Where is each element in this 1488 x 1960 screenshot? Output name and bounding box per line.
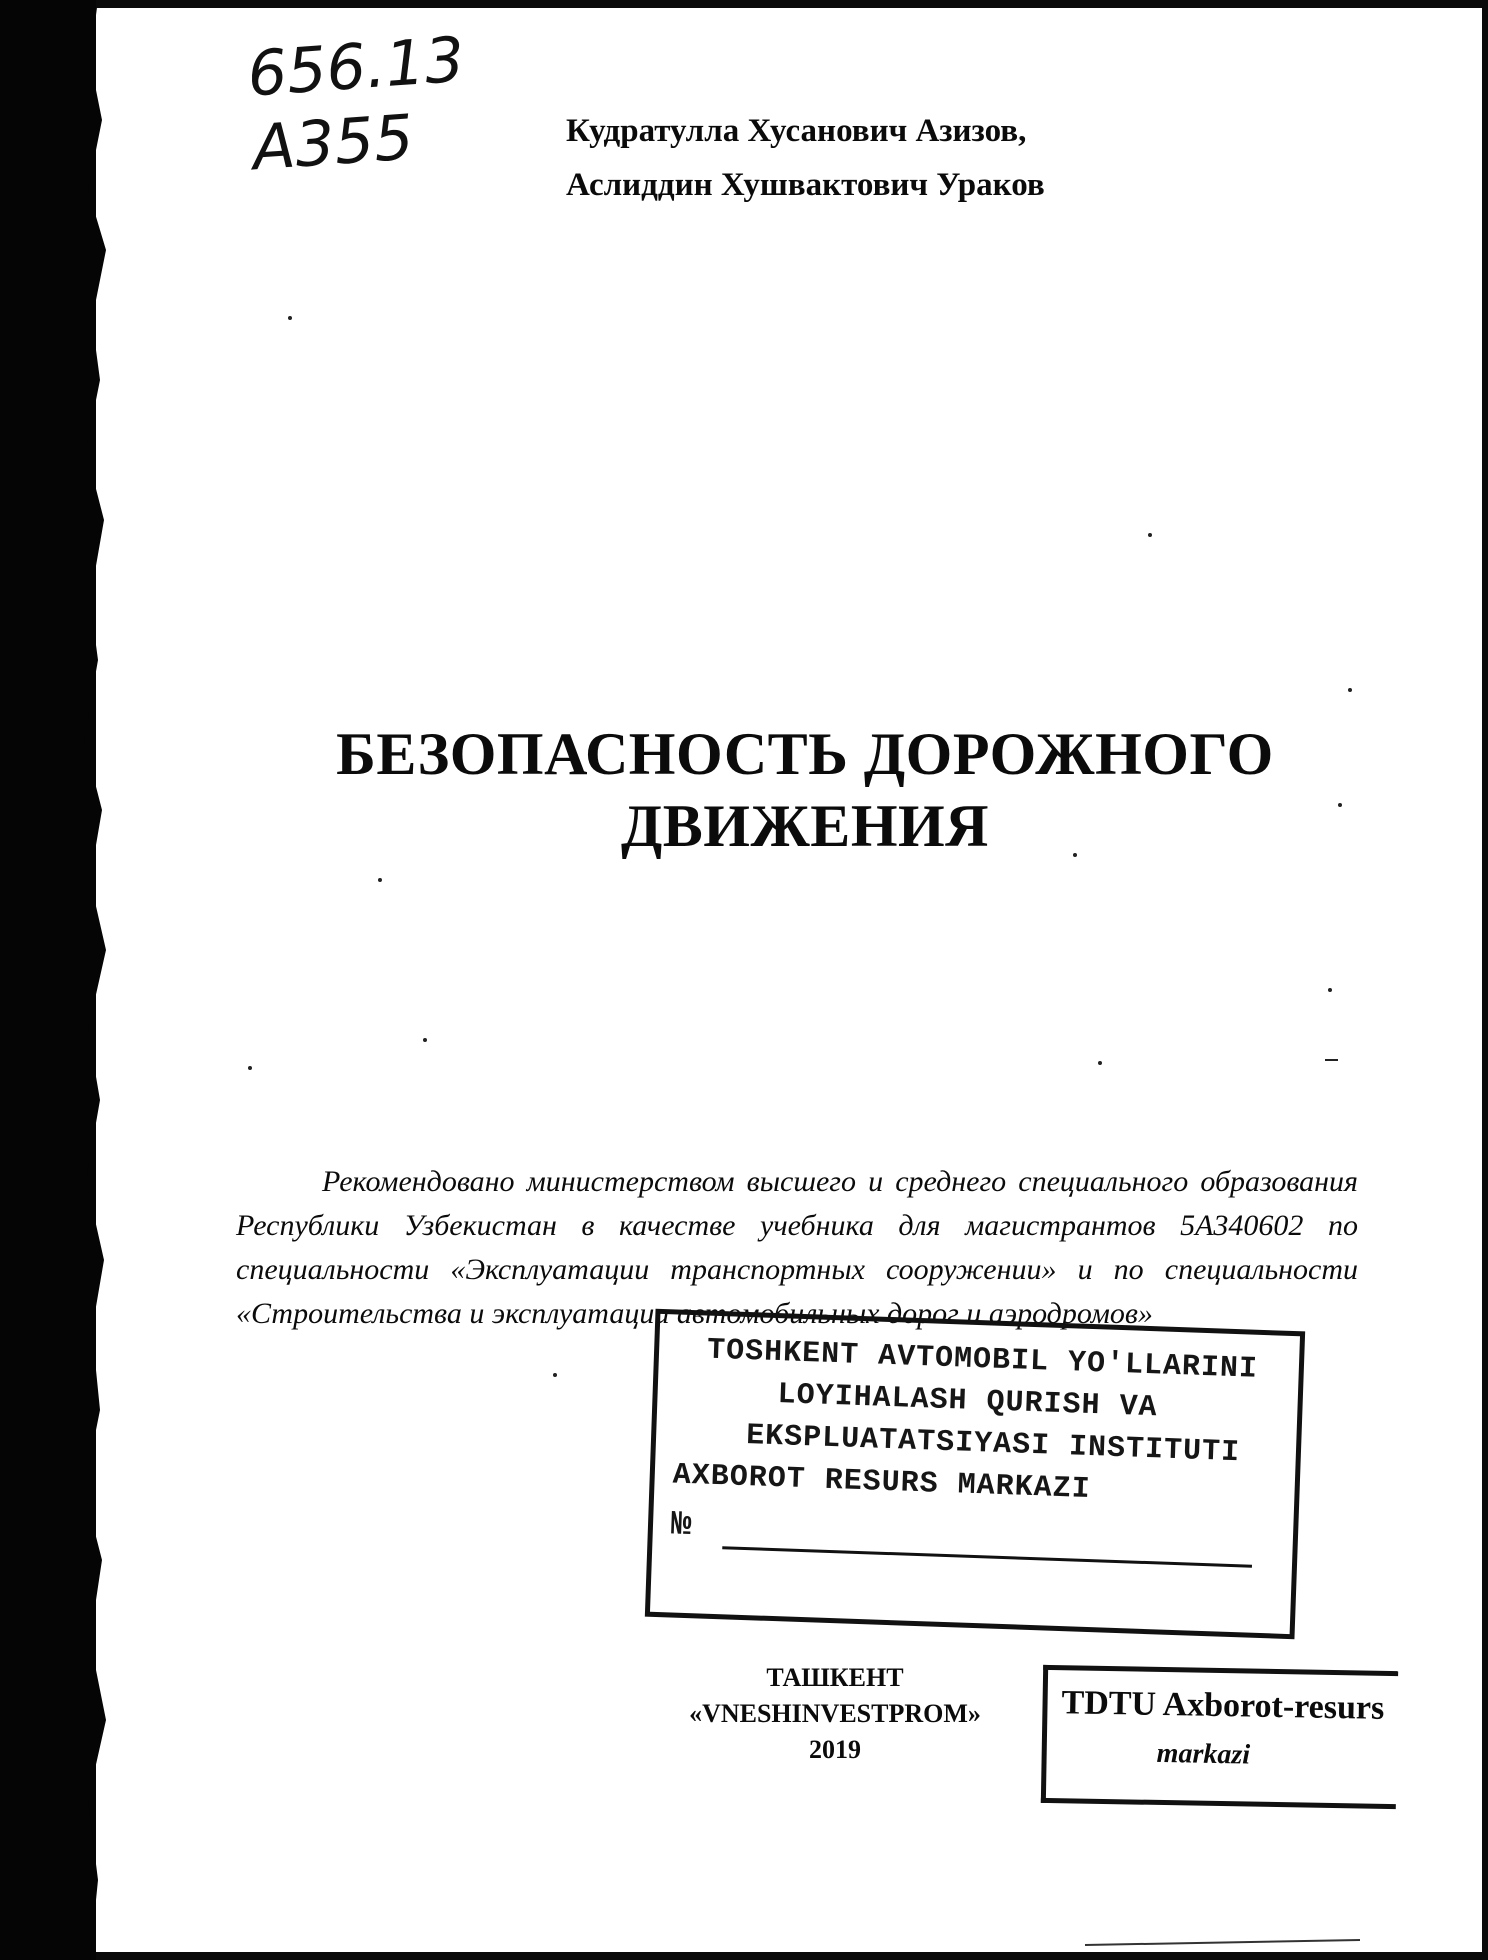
catalog-author-mark: A355 [250, 100, 416, 185]
title-line-2: ДВИЖЕНИЯ [621, 793, 989, 859]
stamp-number-rule [722, 1546, 1252, 1567]
catalog-udc-number: 656.13 [245, 22, 467, 111]
tdtu-stamp [1041, 1665, 1398, 1809]
stamp-line-4: AXBOROT RESURS MARKAZI [672, 1458, 1092, 1508]
stamp-line-3: EKSPLUATATSIYASI INSTITUTI [745, 1419, 1241, 1471]
title-line-1: БЕЗОПАСНОСТЬ ДОРОЖНОГО [336, 721, 1274, 787]
recommendation-text: Рекомендовано министерством высшего и среднего специального образования Республики Узбекистан в качестве учебника для магистрантов 5А340602 по специальности «Эксплуатации транспортных сооружении» и по специальности «Строительства и эксплуатации автомобильных дорог и аэродромов» [236, 1165, 1358, 1330]
tdtu-stamp-line-1: TDTU Axborot-resurs [1061, 1684, 1385, 1727]
stamp-line-1: TOSHKENT AVTOMOBIL YO'LLARINI [706, 1333, 1259, 1387]
imprint-publisher: «VNESHINVESTPROM» [689, 1699, 981, 1728]
handwritten-catalog-code [245, 23, 472, 186]
publisher-imprint [650, 1660, 1020, 1768]
imprint-year: 2019 [809, 1735, 861, 1764]
imprint-city: ТАШКЕНТ [766, 1663, 904, 1692]
author-block [566, 104, 1045, 212]
author-name: Аслиддин Хушвактович Ураков [566, 167, 1045, 203]
author-name: Кудратулла Хусанович Азизов, [566, 113, 1027, 149]
stamp-line-2: LOYIHALASH QURISH VA [777, 1378, 1159, 1426]
stamp-number-sign: № [670, 1506, 693, 1546]
book-title [300, 718, 1310, 862]
tdtu-stamp-line-2: markazi [1156, 1737, 1251, 1771]
library-stamp [645, 1309, 1305, 1639]
